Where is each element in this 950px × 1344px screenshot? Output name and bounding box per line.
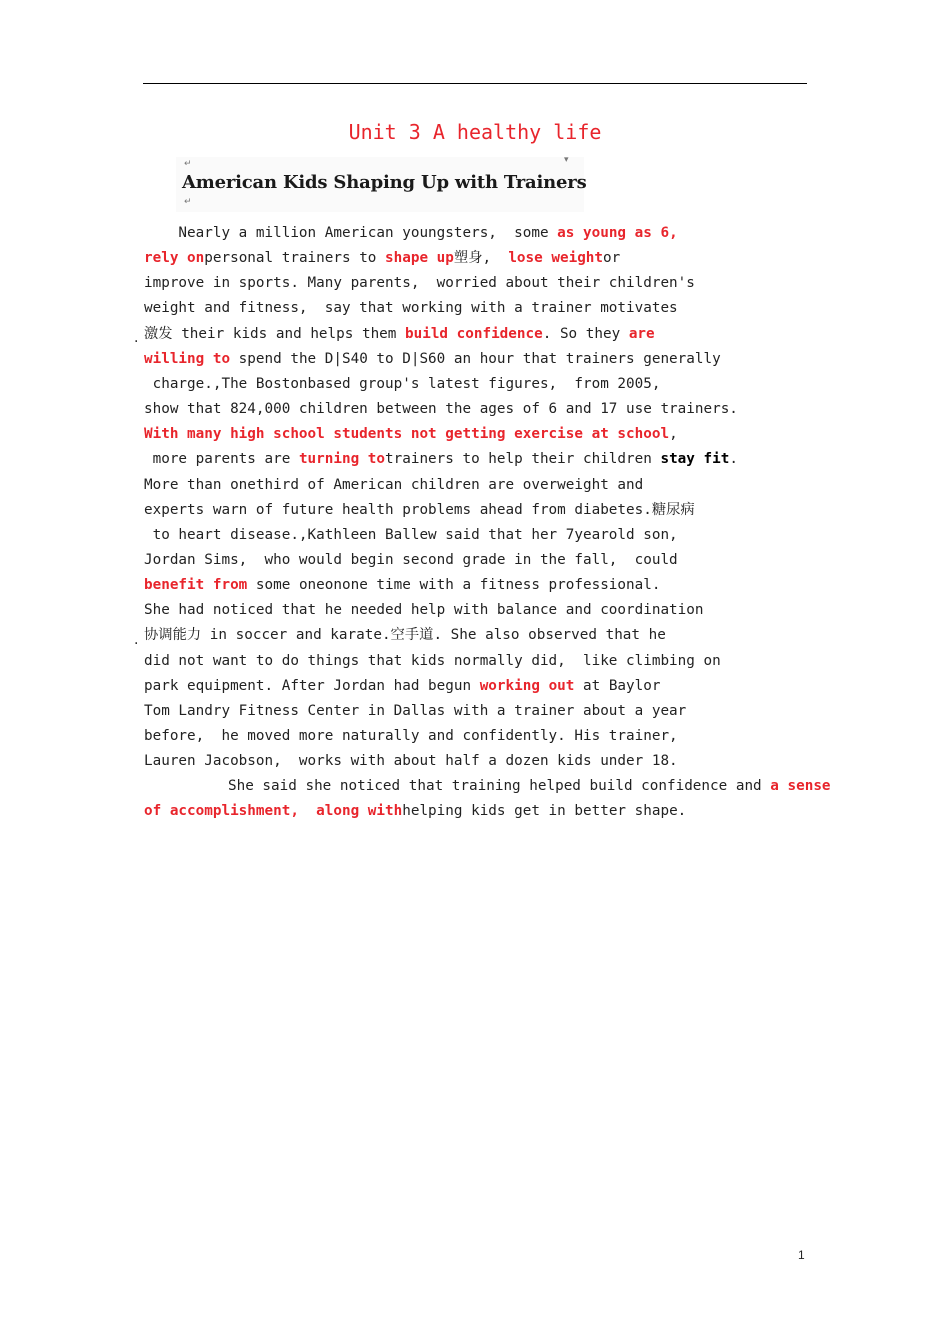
corner-mark-icon: ▾: [564, 155, 569, 165]
line-text: improve in sports. Many parents, worried about their children's: [144, 275, 695, 292]
line-text: Nearly a million American youngsters, some: [144, 225, 558, 241]
line-text: at Baylor: [574, 677, 661, 694]
highlighted-phrase: a sense: [770, 778, 831, 795]
line-text: personal trainers to: [204, 250, 386, 267]
paragraph-line: [144, 297, 678, 319]
line-text: 激发 their kids and helps them: [144, 325, 405, 342]
line-text: did not want to do things that kids normally did, like climbing on: [144, 652, 721, 669]
paragraph-line: [144, 624, 666, 646]
highlighted-phrase: turning to: [298, 451, 386, 468]
highlighted-phrase: shape up: [385, 250, 454, 267]
line-text: 塑身,: [453, 250, 509, 267]
line-text: . So they: [542, 325, 629, 342]
paragraph-line: [144, 675, 660, 697]
line-text: trainers to help their children: [385, 451, 661, 468]
highlighted-phrase: as young as 6,: [557, 225, 678, 241]
highlighted-phrase: lose weight: [508, 250, 604, 267]
paragraph-line: [144, 524, 678, 546]
line-text: She had noticed that he needed help with balance and coordination: [144, 602, 704, 619]
paragraph-line: [144, 574, 660, 596]
paragraph-line: [144, 222, 678, 244]
paragraph-line: [228, 775, 831, 797]
line-text: before, he moved more naturally and confidently. His trainer,: [144, 728, 678, 744]
highlighted-phrase: are: [628, 325, 655, 342]
line-text: ,: [669, 426, 678, 443]
line-text: Lauren Jacobson, works with about half a dozen kids under 18.: [144, 753, 678, 770]
paragraph-line: [144, 599, 703, 621]
line-text: .: [729, 451, 738, 468]
line-text: more parents are: [144, 451, 299, 468]
highlighted-phrase: benefit from: [144, 577, 248, 594]
paragraph-line: [144, 650, 721, 672]
return-mark-icon: ↵: [184, 197, 192, 207]
line-text: More than onethird of American children are overweight and: [144, 476, 644, 493]
line-text: She said she noticed that training helped build confidence and: [228, 778, 771, 795]
bold-phrase: stay fit: [660, 451, 730, 468]
highlighted-phrase: rely on: [144, 250, 205, 267]
paragraph-line: [144, 499, 695, 521]
page-number: 1: [798, 1248, 805, 1262]
margin-dot: .: [134, 330, 139, 346]
article-heading: American Kids Shaping Up with Trainers: [182, 172, 587, 193]
margin-dot: .: [134, 632, 139, 648]
paragraph-line: [144, 800, 686, 822]
line-text: Jordan Sims, who would begin second grade in the fall, could: [144, 551, 678, 568]
line-text: show that 824,000 children between the ages of 6 and 17 use trainers.: [144, 401, 738, 418]
line-text: charge.,The Bostonbased group's latest figures, from 2005,: [144, 375, 661, 392]
unit-title: Unit 3 A healthy life: [348, 120, 602, 144]
line-text: Tom Landry Fitness Center in Dallas with a trainer about a year: [144, 702, 687, 719]
line-text: some oneonone time with a fitness professional.: [247, 577, 661, 594]
line-text: spend the D|S40 to D|S60 an hour that trainers generally: [230, 350, 721, 367]
line-text: helping kids get in better shape.: [402, 803, 687, 820]
paragraph-line: [144, 373, 660, 395]
paragraph-line: [144, 750, 678, 772]
paragraph-line: [144, 272, 695, 294]
paragraph-line: [144, 348, 721, 370]
highlighted-phrase: willing to: [144, 350, 231, 367]
line-text: 协调能力 in soccer and karate.空手道. She also observed that he: [144, 627, 666, 644]
line-text: to heart disease.,Kathleen Ballew said that her 7yearold son,: [144, 526, 678, 543]
highlighted-phrase: working out: [479, 677, 575, 694]
line-text: experts warn of future health problems ahead from diabetes.糖尿病: [144, 501, 695, 518]
paragraph-line: [144, 448, 738, 470]
paragraph-line: [144, 700, 686, 722]
line-text: or: [603, 250, 621, 267]
paragraph-line: [144, 398, 738, 420]
paragraph-line: [144, 474, 643, 496]
highlighted-phrase: of accomplishment, along with: [144, 803, 403, 820]
paragraph-line: [144, 725, 678, 747]
line-text: weight and fitness, say that working with a trainer motivates: [144, 300, 678, 317]
return-mark-icon: ↵: [184, 159, 192, 169]
paragraph-line: [144, 549, 678, 571]
paragraph-line: [144, 323, 655, 345]
paragraph-line: [144, 423, 678, 445]
highlighted-phrase: build confidence: [405, 325, 543, 342]
highlighted-phrase: With many high school students not getting exercise at school: [144, 426, 670, 443]
paragraph-line: [144, 247, 620, 269]
line-text: park equipment. After Jordan had begun: [144, 677, 480, 694]
